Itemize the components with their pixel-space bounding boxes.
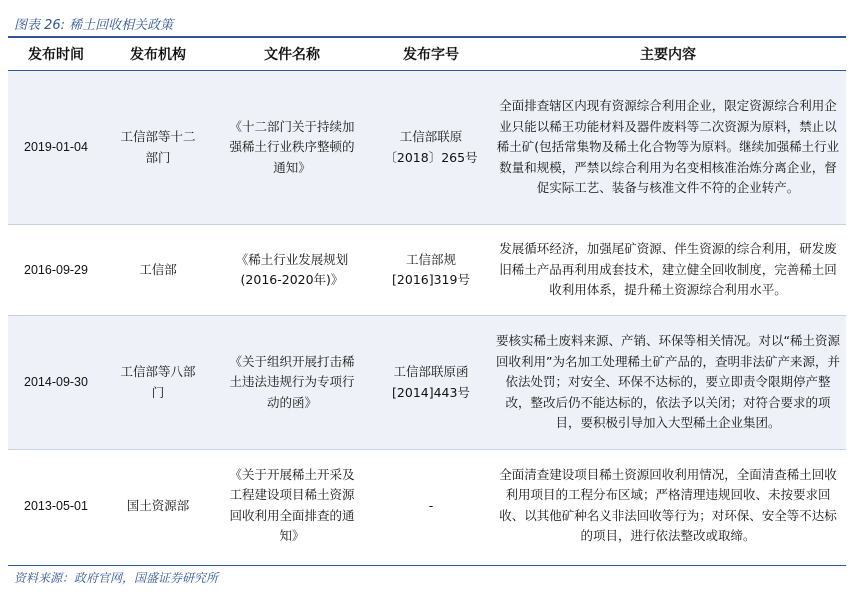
header-date: 发布时间 bbox=[8, 38, 104, 71]
row-agency: 工信部 bbox=[104, 225, 212, 316]
row-number: - bbox=[372, 450, 490, 562]
row-content: 全面排查辖区内现有资源综合利用企业，限定资源综合利用企业只能以稀王功能材料及器件废料等二次资源为原料，禁止以稀土矿(包括常集物及稀土化合物等为原料。继续加强稀土行业数量和规模，严禁以综合利用为名变相核准治炼分离企业，督促实际工艺、装备与核准文件不符的企业转产。 bbox=[490, 71, 846, 225]
table-row bbox=[8, 450, 846, 562]
source-note: 资料来源：政府官网，国盛证券研究所 bbox=[14, 571, 219, 585]
row-agency: 工信部等十二部门 bbox=[104, 71, 212, 225]
table-header-row bbox=[8, 38, 846, 71]
row-date: 2013-05-01 bbox=[8, 450, 104, 562]
row-number: 工信部联原函[2014]443号 bbox=[372, 316, 490, 450]
header-number: 发布字号 bbox=[372, 38, 490, 71]
row-date: 2019-01-04 bbox=[8, 71, 104, 225]
row-title: 《十二部门关于持续加强稀土行业秩序整顿的通知》 bbox=[212, 71, 372, 225]
header-content: 主要内容 bbox=[490, 38, 846, 71]
row-agency: 国土资源部 bbox=[104, 450, 212, 562]
header-agency: 发布机构 bbox=[104, 38, 212, 71]
row-number: 工信部联原〔2018〕265号 bbox=[372, 71, 490, 225]
row-title: 《关于开展稀土开采及工程建设项目稀土资源回收利用全面排查的通知》 bbox=[212, 450, 372, 562]
header-title: 文件名称 bbox=[212, 38, 372, 71]
table-bottom-rule bbox=[8, 565, 846, 566]
table-row bbox=[8, 71, 846, 225]
row-content: 发展循环经济，加强尾矿资源、伴生资源的综合利用，研发废旧稀土产品再利用成套技术，建立健全回收制度，完善稀土回收利用体系，提升稀土资源综合利用水平。 bbox=[490, 225, 846, 316]
row-title: 《关于组织开展打击稀土违法违规行为专项行动的函》 bbox=[212, 316, 372, 450]
row-date: 2016-09-29 bbox=[8, 225, 104, 316]
row-agency: 工信部等八部门 bbox=[104, 316, 212, 450]
policy-table bbox=[8, 38, 846, 562]
row-content: 全面清查建设项目稀土资源回收利用情况，全面清查稀土回收利用项目的工程分布区域；严格清理违规回收、未按要求回收、以其他矿种名义非法回收等行为；对环保、安全等不达标的项目，进行依法整改或取缔。 bbox=[490, 450, 846, 562]
figure-caption: 图表 26: 稀土回收相关政策 bbox=[14, 18, 174, 33]
row-date: 2014-09-30 bbox=[8, 316, 104, 450]
row-title: 《稀土行业发展规划(2016-2020年)》 bbox=[212, 225, 372, 316]
row-number: 工信部规[2016]319号 bbox=[372, 225, 490, 316]
table-row bbox=[8, 225, 846, 316]
row-content: 要核实稀土废料来源、产销、环保等相关情况。对以“稀土资源回收利用”为名加工处理稀土矿产品的，查明非法矿产来源，并依法处罚；对安全、环保不达标的，要立即责令限期停产整改，整改后仍不能达标的，依法予以关闭；对符合要求的项目，要积极引导加入大型稀土企业集团。 bbox=[490, 316, 846, 450]
table-row bbox=[8, 316, 846, 450]
